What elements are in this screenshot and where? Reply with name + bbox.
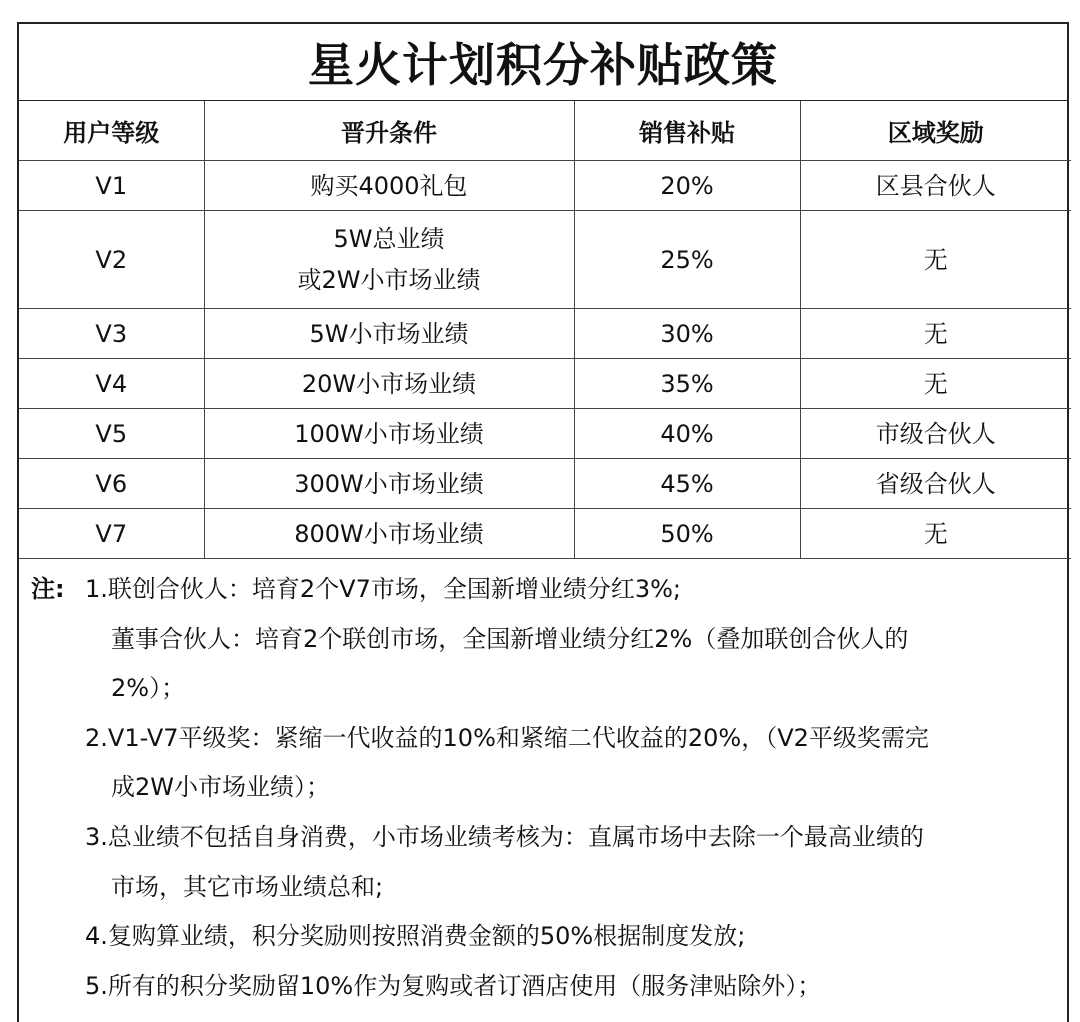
note-item-5 [31, 962, 1067, 1012]
note-spacer [31, 664, 85, 714]
subsidy-cell: 45% [574, 459, 800, 509]
note-item-3-cont [31, 863, 1067, 913]
notes-prefix: 注: [31, 575, 65, 603]
subsidy-cell: 35% [574, 359, 800, 409]
subsidy-cell: 30% [574, 309, 800, 359]
table-row [19, 211, 1071, 309]
condition-cell [204, 211, 574, 309]
note-spacer [31, 962, 85, 1012]
condition-cell: 300W小市场业绩 [204, 459, 574, 509]
subsidy-cell: 25% [574, 211, 800, 309]
subsidy-cell: 40% [574, 409, 800, 459]
note-line: 3.总业绩不包括自身消费，小市场业绩考核为：直属市场中去除一个最高业绩的 [85, 822, 924, 851]
header-subsidy: 销售补贴 [574, 101, 800, 161]
condition-cell: 20W小市场业绩 [204, 359, 574, 409]
page-title: 星火计划积分补贴政策 [19, 24, 1067, 101]
level-cell: V5 [19, 409, 204, 459]
subsidy-cell: 50% [574, 509, 800, 559]
note-item-1-cont [31, 664, 1067, 714]
header-condition: 晋升条件 [204, 101, 574, 161]
condition-line: 或2W小市场业绩 [297, 265, 481, 294]
note-spacer [31, 714, 85, 764]
note-item-1 [31, 565, 1067, 615]
reward-cell: 无 [800, 359, 1071, 409]
level-cell: V3 [19, 309, 204, 359]
table-row [19, 161, 1071, 211]
condition-cell: 购买4000礼包 [204, 161, 574, 211]
reward-cell: 市级合伙人 [800, 409, 1071, 459]
policy-sheet [17, 22, 1069, 1022]
note-item-1-cont [31, 615, 1067, 665]
level-cell: V2 [19, 211, 204, 309]
table-row [19, 359, 1071, 409]
condition-line: 5W总业绩 [333, 224, 445, 253]
condition-cell: 800W小市场业绩 [204, 509, 574, 559]
reward-cell: 无 [800, 509, 1071, 559]
note-line: 2%）； [111, 674, 186, 703]
note-item-2 [31, 714, 1067, 764]
table-row [19, 509, 1071, 559]
policy-table [19, 101, 1071, 559]
condition-cell: 5W小市场业绩 [204, 309, 574, 359]
reward-cell: 无 [800, 211, 1071, 309]
reward-cell: 省级合伙人 [800, 459, 1071, 509]
note-spacer [31, 763, 85, 813]
level-cell: V1 [19, 161, 204, 211]
level-cell: V7 [19, 509, 204, 559]
note-item-4 [31, 912, 1067, 962]
note-spacer [31, 863, 85, 913]
table-header-row [19, 101, 1071, 161]
note-line: 成2W小市场业绩）； [111, 773, 330, 802]
note-spacer [31, 813, 85, 863]
reward-cell: 区县合伙人 [800, 161, 1071, 211]
note-line: 1.联创合伙人：培育2个V7市场，全国新增业绩分红3%; [85, 575, 682, 603]
table-row [19, 309, 1071, 359]
note-line: 董事合伙人：培育2个联创市场，全国新增业绩分红2%（叠加联创合伙人的 [111, 624, 909, 653]
note-line: 2.V1-V7平级奖：紧缩一代收益的10%和紧缩二代收益的20%，（V2平级奖需完 [85, 723, 929, 752]
header-level: 用户等级 [19, 101, 204, 161]
note-item-3 [31, 813, 1067, 863]
note-line: 市场，其它市场业绩总和; [111, 872, 384, 901]
table-row [19, 459, 1071, 509]
note-line: 4.复购算业绩，积分奖励则按照消费金额的50%根据制度发放; [85, 922, 746, 951]
subsidy-cell: 20% [574, 161, 800, 211]
level-cell: V6 [19, 459, 204, 509]
reward-cell: 无 [800, 309, 1071, 359]
note-line: 5.所有的积分奖励留10%作为复购或者订酒店使用（服务津贴除外）； [85, 971, 822, 1000]
header-reward: 区域奖励 [800, 101, 1071, 161]
note-spacer [31, 912, 85, 962]
note-item-2-cont [31, 763, 1067, 813]
level-cell: V4 [19, 359, 204, 409]
table-row [19, 409, 1071, 459]
notes-section [19, 559, 1067, 1011]
condition-cell: 100W小市场业绩 [204, 409, 574, 459]
note-spacer [31, 615, 85, 665]
